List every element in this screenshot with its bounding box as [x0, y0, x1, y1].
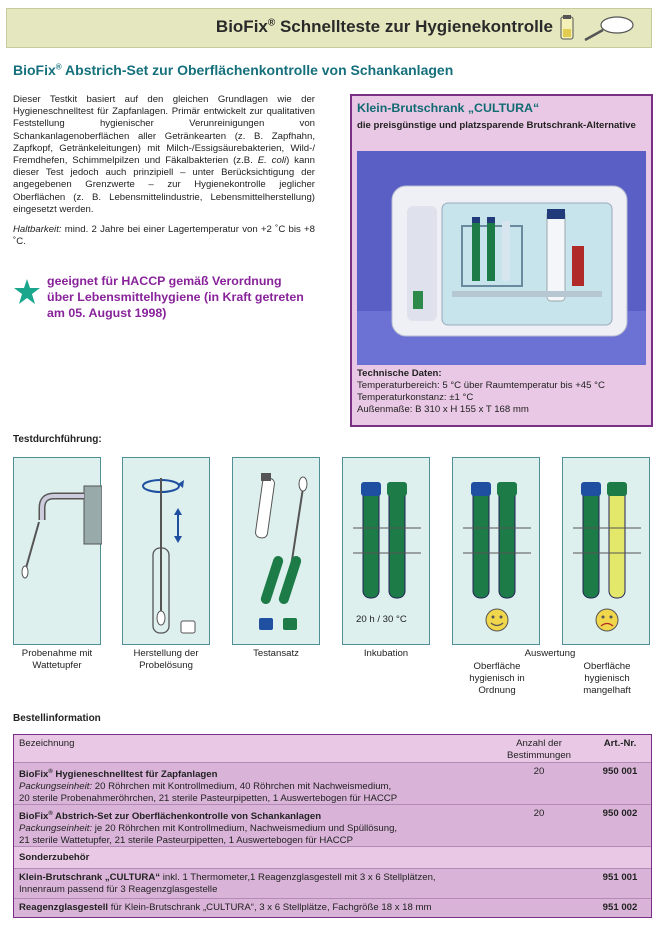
- product-qty: 20: [533, 766, 545, 777]
- cultura-title: Klein-Brutschrank „CULTURA“: [357, 101, 540, 115]
- product-name: BioFix® Hygieneschnelltest für Zapfanlagen Packungseinheit: 20 Röhrchen mit Kontrollmedium, 40 Röhrchen mit Nachweismedium, 20 sterile Probenahmeröhrchen, 21 sterile Pasteurpipetten, 1 Auswertebogen für HACCP: [19, 769, 398, 805]
- step-evaluation-bad: [562, 457, 650, 645]
- specs-title: Technische Daten:: [357, 368, 442, 379]
- step-sampling: [13, 457, 101, 645]
- product-qty: 20: [533, 808, 545, 819]
- step-evaluation-ok: [452, 457, 540, 645]
- product-art: 950 001: [602, 766, 638, 777]
- table-header-row: [14, 735, 651, 763]
- step-incubation: [342, 457, 430, 645]
- col-name: Bezeichnung: [19, 738, 75, 749]
- accessory-art: 951 002: [602, 902, 638, 913]
- section-subtitle: BioFix® Abstrich-Set zur Oberflächenkontrolle von Schankanlagen: [13, 62, 454, 78]
- intro-text: Dieser Testkit basiert auf den gleichen Grundlagen wie der Hygieneschnelltest für Zapfanlagen. Primär entwickelt zur qualitativen Feststellung hygienischer Verunreinigungen von Schankanlagenoberflächen aller Getränkearten (z. B. Zapfhahn, Zapfkopf, Getränkeleitungen) mit Milch-/Essigsäurebakterien, Wild-/ Fremdhefen, Schimmelpilzen und Fäkalbakterien (z.B. E. coli) kann dieser Test jedoch auch prinzipiell – unter Berücksichtigung der angegebenen Grenzwerte – zur Hygienekontrolle jeglicher Oberflächen (z. B. Lebensmittelindustrie, Lebensmittelherstellung) eingesetzt werden.: [13, 94, 315, 215]
- product-name: BioFix® Abstrich-Set zur Oberflächenkontrolle von Schankanlagen Packungseinheit: je 20 Röhrchen mit Kontrollmedium, Nachweismedium und Spüllösung, 21 sterile Wattetupfer, 21 sterile Pasteurpipetten, 1 Auswertebogen für HACCP: [19, 811, 398, 847]
- table-row: [14, 763, 651, 805]
- evaluation-label: Auswertung: [524, 648, 576, 659]
- col-qty: Anzahl der Bestimmungen: [507, 738, 571, 761]
- incubator-image: [357, 151, 646, 365]
- col-art: Art.-Nr.: [603, 738, 637, 749]
- order-table: [13, 734, 652, 918]
- procedure-title: Testdurchführung:: [13, 434, 102, 445]
- accessories-row: [14, 847, 651, 869]
- table-row: [14, 899, 651, 917]
- spec-line: Temperaturkonstanz: ±1 °C: [357, 392, 474, 403]
- table-row: [14, 869, 651, 899]
- step-label: Inkubation: [363, 648, 409, 659]
- step-preparation: [122, 457, 210, 645]
- table-row: [14, 805, 651, 847]
- cultura-subtitle: die preisgünstige und platzsparende Brutschrank-Alternative: [357, 120, 636, 131]
- shelf-life-text: Haltbarkeit: mind. 2 Jahre bei einer Lagertemperatur von +2 ˚C bis +8 ˚C.: [13, 224, 315, 248]
- cultura-specs: [357, 368, 647, 416]
- step-label: Herstellung der Probelösung: [133, 648, 199, 671]
- incubation-condition: 20 h / 30 °C: [356, 614, 407, 625]
- spec-line: Außenmaße: B 310 x H 155 x T 168 mm: [357, 404, 529, 415]
- accessory-art: 951 001: [602, 872, 638, 883]
- spec-line: Temperaturbereich: 5 °C über Raumtemperatur bis +45 °C: [357, 380, 605, 391]
- accessory-name: Klein-Brutschrank „CULTURA“ inkl. 1 Thermometer,1 Reagenzglasgestell mit 3 x 6 Stellplätzen, Innenraum passend für 3 Reagenzglasgestelle: [19, 872, 436, 895]
- evaluation-ok-label: Oberfläche hygienisch in Ordnung: [469, 661, 525, 696]
- product-art: 950 002: [602, 808, 638, 819]
- accessories-title: Sonderzubehör: [19, 852, 90, 863]
- order-title: Bestellinformation: [13, 713, 101, 724]
- evaluation-bad-label: Oberfläche hygienisch mangelhaft: [583, 661, 631, 696]
- page-header: [6, 8, 652, 48]
- cultura-panel: [350, 94, 653, 427]
- star-icon: [12, 277, 42, 307]
- haccp-note: geeignet für HACCP gemäß Verordnung über Lebensmittelhygiene (in Kraft getreten am 05. August 1998): [47, 274, 304, 320]
- step-label: Testansatz: [253, 648, 299, 659]
- step-assay: [232, 457, 320, 645]
- accessory-name: Reagenzglasgestell für Klein-Brutschrank „CULTURA“, 3 x 6 Stellplätze, Fachgröße 18 x 18 mm: [19, 902, 432, 913]
- test-kit-icon: [559, 13, 639, 43]
- step-label: Probenahme mit Wattetupfer: [21, 648, 93, 671]
- page-title: BioFix® Schnellteste zur Hygienekontrolle: [215, 17, 553, 36]
